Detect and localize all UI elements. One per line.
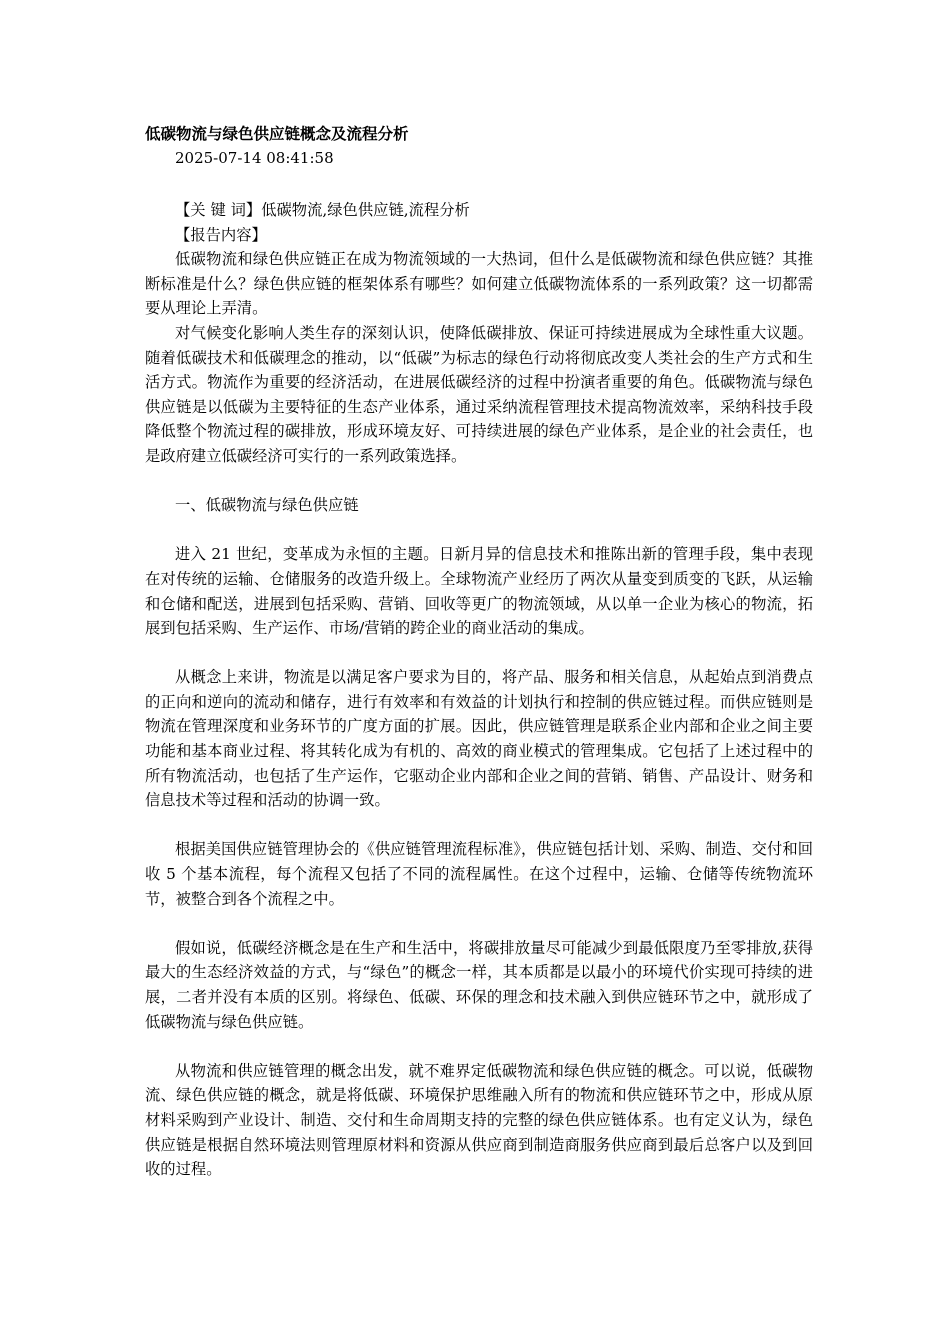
spacer xyxy=(145,170,813,198)
spacer xyxy=(145,911,813,936)
report-content-label: 【报告内容】 xyxy=(175,225,267,244)
body-paragraph: 从物流和供应链管理的概念出发，就不难界定低碳物流和绿色供应链的概念。可以说，低碳物流、绿色供应链的概念，就是将低碳、环境保护思维融入所有的物流和供应链环节之中，形成从原材料采购到产业设计、制造、交付和生命周期支持的完整的绿色供应链体系。也有定义认为，绿色供应链是根据自然环境法则管理原材料和资源从供应商到制造商服务供应商到最后总客户以及到回收的过程。 xyxy=(145,1061,813,1179)
spacer xyxy=(145,469,813,494)
document-page xyxy=(145,122,813,1182)
body-paragraph: 从概念上来讲，物流是以满足客户要求为目的，将产品、服务和相关信息，从起始点到消费点的正向和逆向的流动和储存，进行有效率和有效益的计划执行和控制的供应链过程。而供应链则是物流在管理深度和业务环节的广度方面的扩展。因此，供应链管理是联系企业内部和企业之间主要功能和基本商业过程、将其转化成为有机的、高效的商业模式的管理集成。它包括了上述过程中的所有物流活动，也包括了生产运作，它驱动企业内部和企业之间的营销、销售、产品设计、财务和信息技术等过程和活动的协调一致。 xyxy=(145,668,813,810)
body-paragraph: 假如说，低碳经济概念是在生产和生活中，将碳排放量尽可能减少到最低限度乃至零排放,获得最大的生态经济效益的方式，与“绿色”的概念一样，其本质都是以最小的环境代价实现可持续的进展，二者并没有本质的区别。将绿色、低碳、环保的理念和技术融入到供应链环节之中，就形成了低碳物流与绿色供应链。 xyxy=(145,938,813,1031)
spacer xyxy=(145,813,813,838)
section-heading: 一、低碳物流与绿色供应链 xyxy=(175,496,359,515)
spacer xyxy=(145,518,813,543)
keywords-line: 【关 键 词】低碳物流,绿色供应链,流程分析 xyxy=(175,201,470,219)
spacer xyxy=(145,1034,813,1059)
spacer xyxy=(145,641,813,666)
body-paragraph: 根据美国供应链管理协会的《供应链管理流程标准》，供应链包括计划、采购、制造、交付和回收 5 个基本流程，每个流程又包括了不同的流程属性。在这个过程中，运输、仓储等传统物流环节，被整合到各个流程之中。 xyxy=(145,840,813,908)
body-paragraph: 进入 21 世纪，变革成为永恒的主题。日新月异的信息技术和推陈出新的管理手段，集中表现在对传统的运输、仓储服务的改造升级上。全球物流产业经历了两次从量变到质变的飞跃，从运输和仓储和配送，进展到包括采购、营销、回收等更广的物流领域，从以单一企业为核心的物流，拓展到包括采购、生产运作、市场/营销的跨企业的商业活动的集成。 xyxy=(145,545,813,638)
background-paragraph: 对气候变化影响人类生存的深刻认识，使降低碳排放、保证可持续进展成为全球性重大议题。随着低碳技术和低碳理念的推动，以“低碳”为标志的绿色行动将彻底改变人类社会的生产方式和生活方式。物流作为重要的经济活动，在进展低碳经济的过程中扮演者重要的角色。低碳物流与绿色供应链是以低碳为主要特征的生态产业体系，通过采纳流程管理技术提高物流效率，采纳科技手段降低整个物流过程的碳排放，形成环境友好、可持续进展的绿色产业体系，是企业的社会责任，也是政府建立低碳经济可实行的一系列政策选择。 xyxy=(145,323,813,465)
document-title: 低碳物流与绿色供应链概念及流程分析 xyxy=(145,125,409,143)
intro-paragraph: 低碳物流和绿色供应链正在成为物流领域的一大热词，但什么是低碳物流和绿色供应链？其推断标准是什么？绿色供应链的框架体系有哪些？如何建立低碳物流体系的一系列政策？这一切都需要从理论上弄清。 xyxy=(145,250,813,318)
document-date: 2025-07-14 08:41:58 xyxy=(175,149,334,167)
